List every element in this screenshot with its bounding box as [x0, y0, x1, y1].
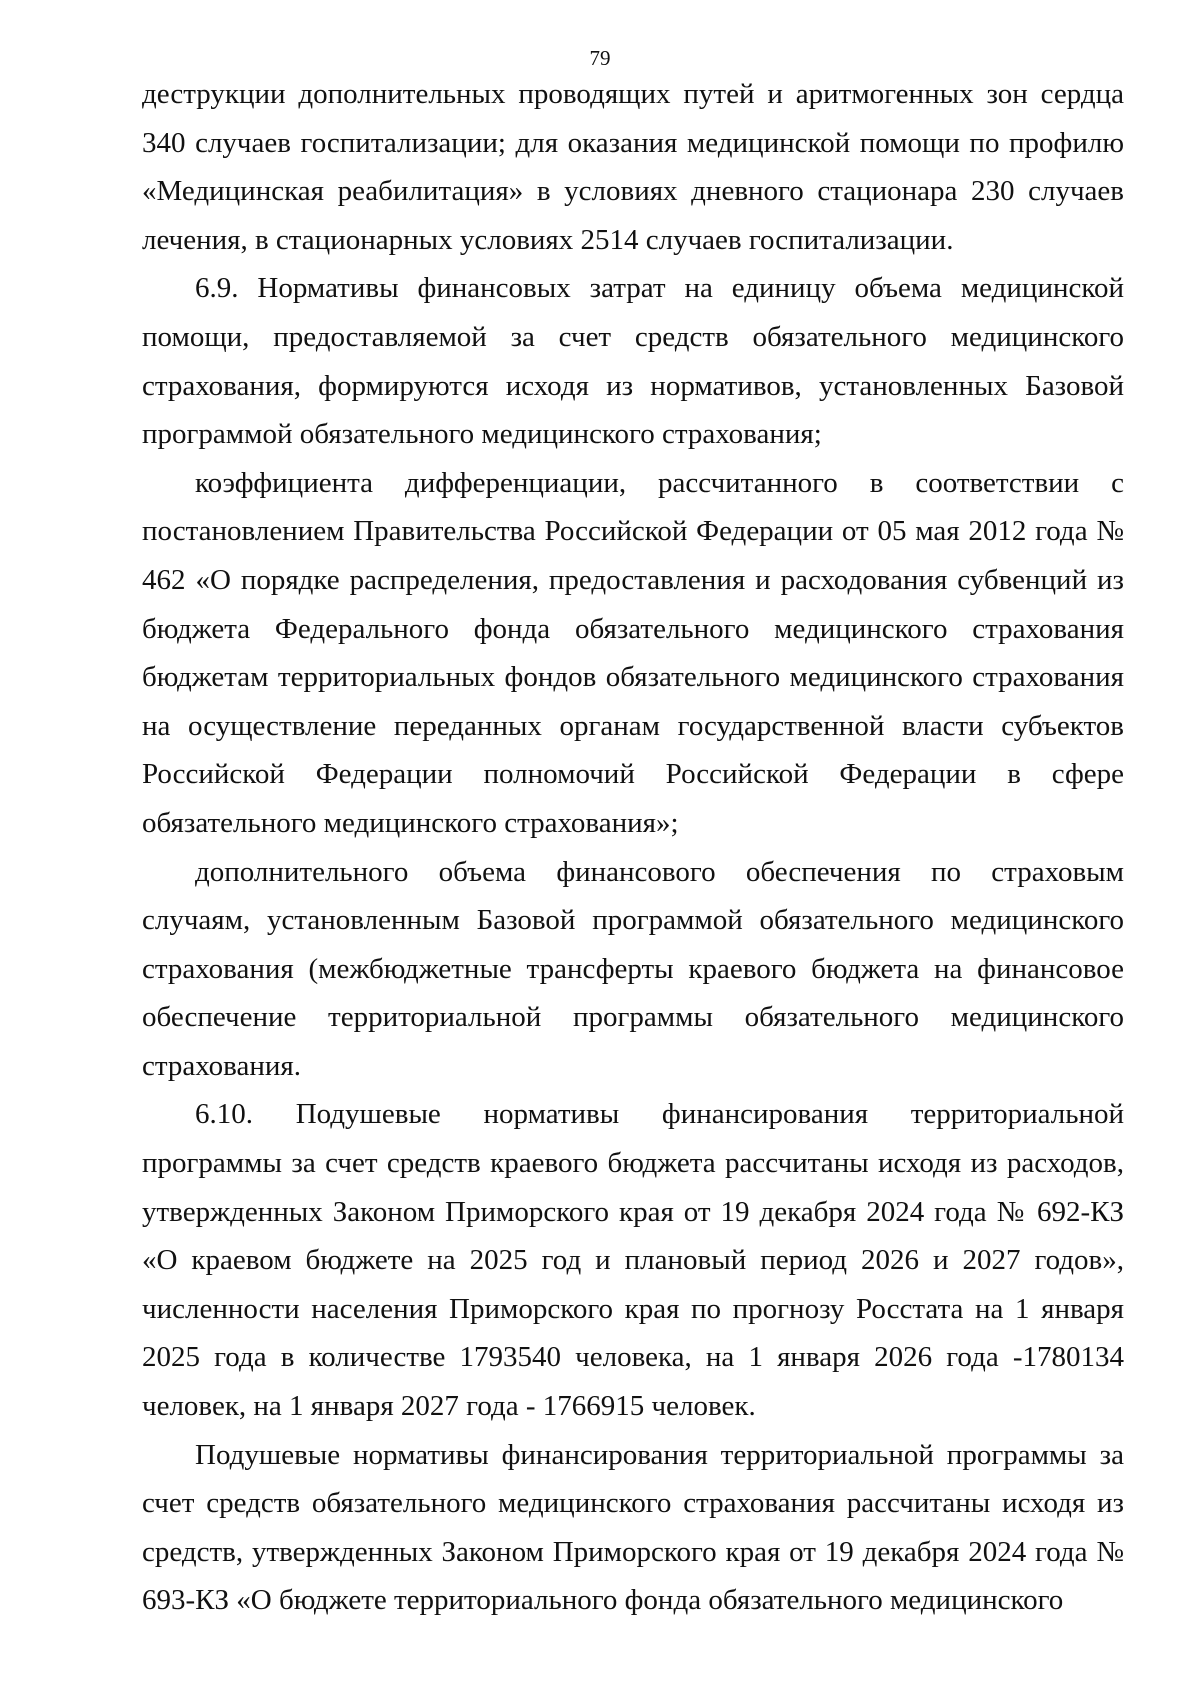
paragraph-oms-normatives: Подушевые нормативы финансирования территориальной программы за счет средств обязательного медицинского страхования рассчитаны исходя из средств, утвержденных Законом Приморского края от 19 декабря 2024 года № 693-КЗ «О бюджете территориального фонда обязательного медицинского [142, 1438, 1124, 1617]
paragraph-continuation: деструкции дополнительных проводящих путей и аритмогенных зон сердца 340 случаев госпитализации; для оказания медицинской помощи по профилю «Медицинская реабилитация» в условиях дневного стационара 230 случаев лечения, в стационарных условиях 2514 случаев госпитализации. [142, 78, 1124, 256]
document-body [142, 70, 1124, 1625]
paragraph-additional-volume: дополнительного объема финансового обеспечения по страховым случаям, установленным Базовой программой обязательного медицинского страхования (межбюджетные трансферты краевого бюджета на финансовое обеспечение территориальной программы обязательного медицинского страхования. [142, 855, 1124, 1082]
paragraph-6-9: 6.9. Нормативы финансовых затрат на единицу объема медицинской помощи, предоставляемой за счет средств обязательного медицинского страхования, формируются исходя из нормативов, установленных Базовой программой обязательного медицинского страхования; [142, 272, 1124, 451]
paragraph-6-10: 6.10. Подушевые нормативы финансирования территориальной программы за счет средств краевого бюджета рассчитаны исходя из расходов, утвержденных Законом Приморского края от 19 декабря 2024 года № 692-КЗ «О краевом бюджете на 2025 год и плановый период 2026 и 2027 годов», численности населения Приморского края по прогнозу Росстата на 1 января 2025 года в количестве 1793540 человека, на 1 января 2026 года -1780134 человек, на 1 января 2027 года - 1766915 человек. [142, 1098, 1124, 1423]
paragraph-coefficient: коэффициента дифференциации, рассчитанного в соответствии с постановлением Правительства Российской Федерации от 05 мая 2012 года № 462 «О порядке распределения, предоставления и расходования субвенций из бюджета Федерального фонда обязательного медицинского страхования бюджетам территориальных фондов обязательного медицинского страхования на осуществление переданных органам государственной власти субъектов Российской Федерации полномочий Российской Федерации в сфере обязательного медицинского страхования»; [142, 466, 1124, 839]
page-number: 79 [589, 46, 611, 70]
